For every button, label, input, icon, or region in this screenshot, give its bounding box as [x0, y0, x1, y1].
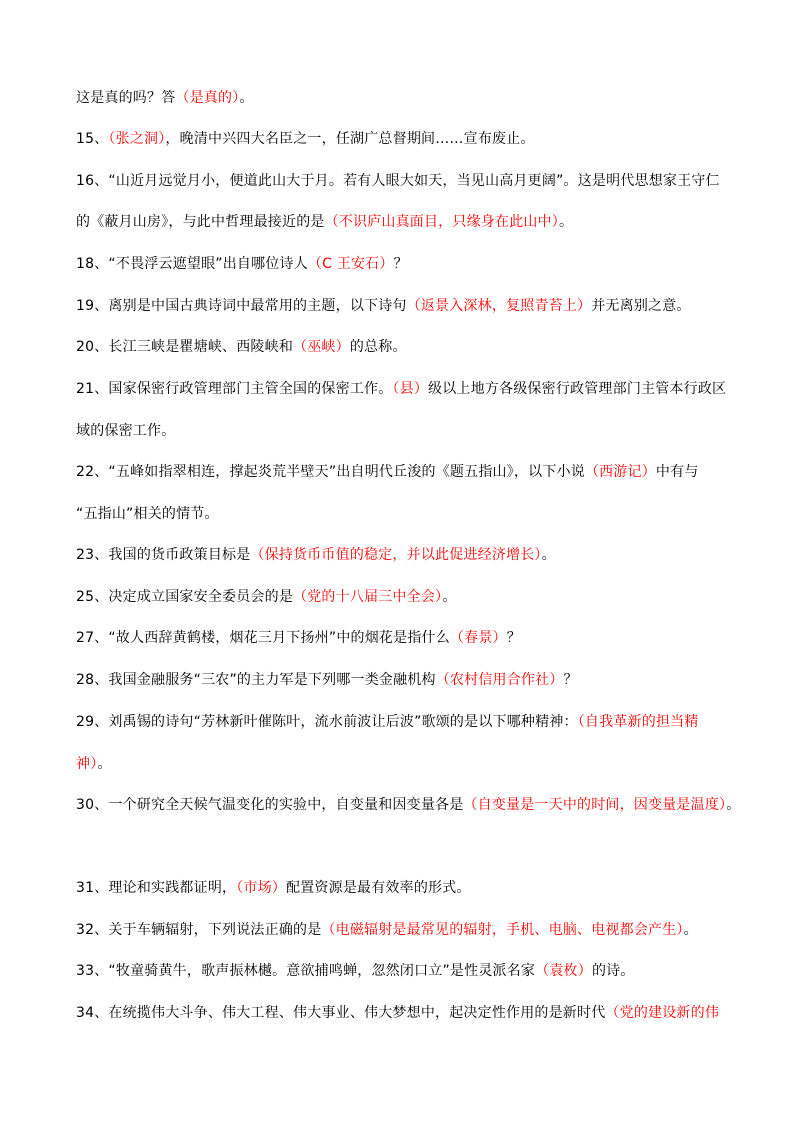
text-line-q29-cont — [76, 755, 112, 773]
text-line-q21-cont — [76, 422, 175, 440]
question-text: ？ — [563, 672, 578, 688]
question-text: 25、决定成立国家安全委员会的是 — [76, 589, 294, 605]
answer-text: （县） — [392, 381, 429, 397]
question-text: 30、一个研究全天候气温变化的实验中，自变量和因变量各是 — [76, 797, 464, 813]
question-text: 28、我国金融服务“三农”的主力军是下列哪一类金融机构 — [76, 672, 436, 688]
question-text: 级以上地方各级保密行政管理部门主管本行政区 — [428, 381, 727, 397]
question-text: 27、“故人西辞黄鹤楼，烟花三月下扬州”中的烟花是指什么 — [76, 630, 450, 646]
answer-text: （党的建设新的伟 — [605, 1005, 720, 1021]
answer-text: （巫峡） — [293, 339, 350, 355]
answer-text: （返景入深林，复照青苔上） — [406, 298, 592, 314]
answer-text: 神） — [76, 756, 98, 772]
answer-text: （是真的） — [175, 90, 240, 106]
question-text: ？ — [393, 256, 408, 272]
text-line-q25 — [76, 588, 456, 606]
answer-text: （不识庐山真面目，只缘身在此山中） — [324, 214, 560, 230]
text-line-q19 — [76, 297, 691, 315]
question-text: 18、“不畏浮云遮望眼”出自哪位诗人 — [76, 256, 308, 272]
question-text: ？ — [506, 630, 521, 646]
question-text: 22、“五峰如指翠相连，撑起炎荒半壁天”出自明代丘浚的《题五指山》，以下小说 — [76, 464, 585, 480]
text-line-q28 — [76, 671, 578, 689]
text-line-q33 — [76, 962, 635, 980]
text-line-q34 — [76, 1004, 719, 1022]
text-line-q27 — [76, 629, 521, 647]
answer-text: （自变量是一天中的时间，因变量是温度） — [463, 797, 727, 813]
answer-text: （C 王安石） — [307, 256, 394, 272]
answer-text: （党的十八届三中全会） — [293, 589, 443, 605]
question-text: “五指山”相关的情节。 — [76, 506, 219, 522]
text-line-answer-intro — [76, 89, 254, 107]
question-text: 32、关于车辆辐射，下列说法正确的是 — [76, 922, 322, 938]
question-text: 33、“牧童骑黄牛，歌声振林樾。意欲捕鸣蝉，忽然闭口立”是性灵派名家 — [76, 963, 536, 979]
answer-text: （袁枚） — [535, 963, 592, 979]
answer-text: （自我革新的担当精 — [577, 714, 699, 730]
text-line-q16-cont — [76, 213, 573, 231]
question-text: 19、离别是中国古典诗词中最常用的主题，以下诗句 — [76, 298, 407, 314]
question-text: 中有与 — [655, 464, 699, 480]
question-text: 。 — [541, 547, 556, 563]
text-line-q18 — [76, 255, 408, 273]
question-text: 域的保密工作。 — [76, 423, 176, 439]
question-text: 这是真的吗？答 — [76, 90, 176, 106]
text-line-q30 — [76, 796, 740, 814]
answer-text: （保持货币币值的稳定，并以此促进经济增长） — [250, 547, 542, 563]
answer-text: （农村信用合作社） — [435, 672, 564, 688]
question-text: 并无离别之意。 — [591, 298, 691, 314]
text-line-q29 — [76, 713, 699, 731]
answer-text: （张之洞） — [108, 131, 166, 147]
question-text: 。 — [683, 922, 698, 938]
question-text: 。 — [726, 797, 741, 813]
question-text: 34、在统揽伟大斗争、伟大工程、伟大事业、伟大梦想中，起决定性作用的是新时代 — [76, 1005, 606, 1021]
question-text: 15、 — [76, 131, 109, 147]
question-text: 。 — [239, 90, 254, 106]
question-text: 的《蔽月山房》，与此中哲理最接近的是 — [76, 214, 325, 230]
text-line-q20 — [76, 338, 407, 356]
question-text: 的总称。 — [349, 339, 407, 355]
question-text: ，晚清中兴四大名臣之一，任湖广总督期间……宣布废止。 — [165, 131, 535, 147]
answer-text: （市场） — [236, 880, 287, 896]
text-line-q16 — [76, 172, 720, 190]
text-line-q21 — [76, 380, 726, 398]
text-line-q22-cont — [76, 505, 219, 523]
text-line-q22 — [76, 463, 699, 481]
question-text: 16、“山近月远觉月小，便道此山大于月。若有人眼大如天，当见山高月更阔”。这是明代思想家王守仁 — [76, 173, 720, 189]
text-line-q31 — [76, 879, 471, 897]
question-text: 20、长江三峡是瞿塘峡、西陵峡和 — [76, 339, 294, 355]
answer-text: （电磁辐射是最常见的辐射，手机、电脑、电视都会产生） — [321, 922, 684, 938]
question-text: 31、理论和实践都证明， — [76, 880, 237, 896]
answer-text: （西游记） — [584, 464, 656, 480]
question-text: 。 — [442, 589, 457, 605]
question-text: 23、我国的货币政策目标是 — [76, 547, 251, 563]
question-text: 。 — [559, 214, 574, 230]
answer-text: （春景） — [449, 630, 507, 646]
question-text: 21、国家保密行政管理部门主管全国的保密工作。 — [76, 381, 393, 397]
question-text: 的诗。 — [591, 963, 635, 979]
question-text: 配置资源是最有效率的形式。 — [286, 880, 471, 896]
text-line-q15 — [76, 130, 535, 148]
text-line-q23 — [76, 546, 556, 564]
text-line-q32 — [76, 921, 698, 939]
question-text: 29、刘禹锡的诗句“芳林新叶催陈叶，流水前波让后波”歌颂的是以下哪种精神： — [76, 714, 578, 730]
question-text: 。 — [97, 756, 112, 772]
